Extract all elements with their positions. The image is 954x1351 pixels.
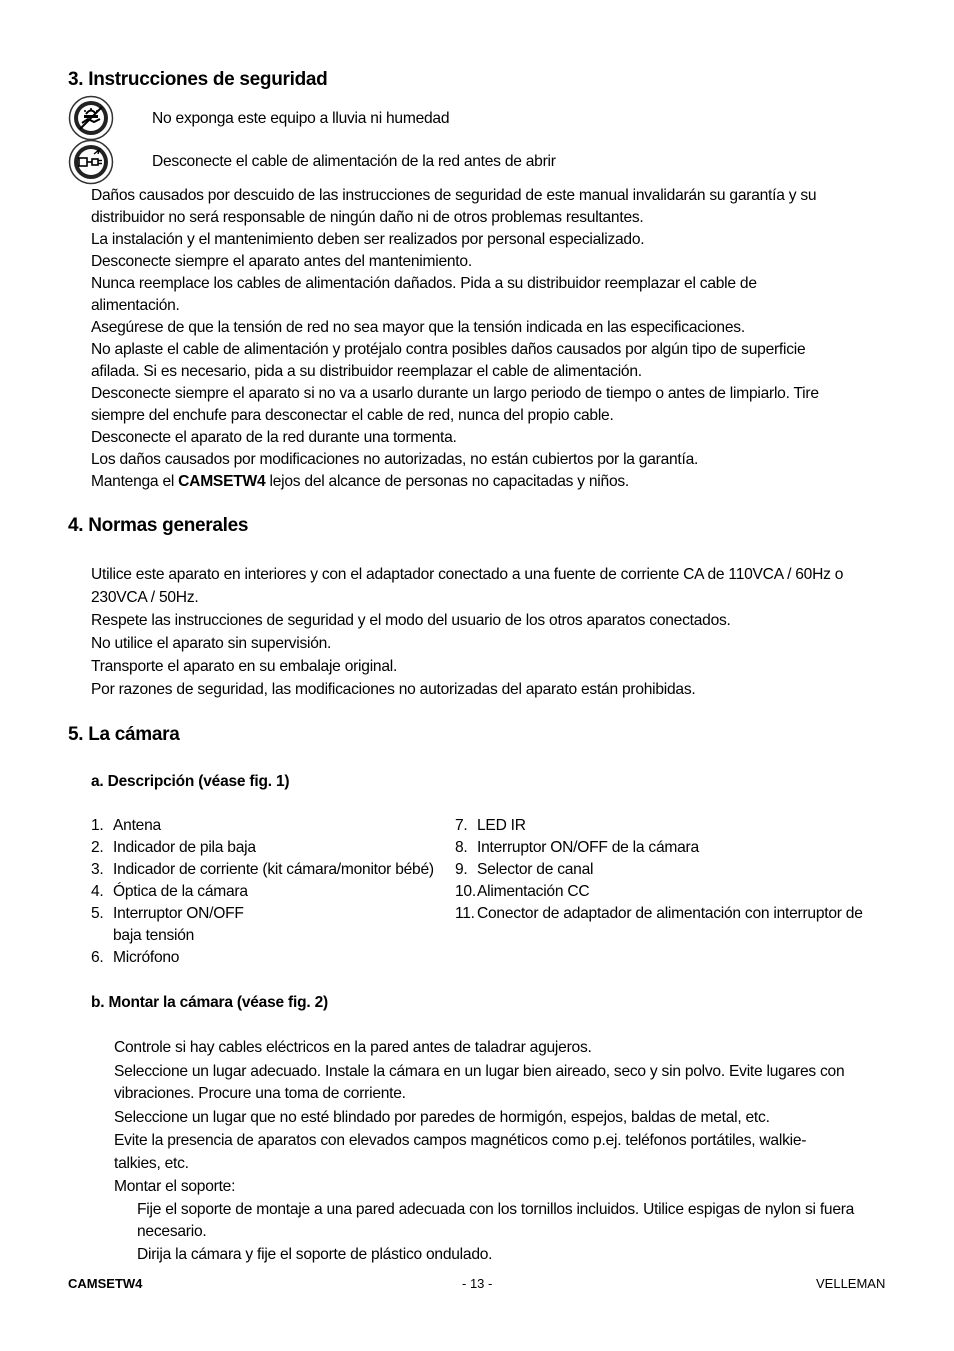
safety-paragraph: No aplaste el cable de alimentación y protéjalo contra posibles daños causados por algún tipo de superficie afilada. Si es necesario, pida a su distribuidor reemplazar el cable de alimentación. bbox=[91, 341, 806, 380]
list-item bbox=[91, 903, 453, 947]
item-number: 4. bbox=[91, 883, 104, 900]
item-text: Interruptor ON/OFF de la cámara bbox=[477, 839, 699, 856]
item-text: Indicador de pila baja bbox=[113, 839, 256, 856]
mounting-subparagraph: Fije el soporte de montaje a una pared adecuada con los tornillos incluidos. Utilice espigas de nylon si fuera necesario. bbox=[137, 1200, 855, 1240]
item-number: 8. bbox=[455, 839, 468, 856]
item-number: 2. bbox=[91, 839, 104, 856]
safety-paragraph: Desconecte siempre el aparato antes del mantenimiento. bbox=[91, 253, 472, 270]
list-item bbox=[91, 837, 453, 859]
icon-2-text: Desconecte el cable de alimentación de la red antes de abrir bbox=[152, 153, 556, 170]
footer-product-code: CAMSETW4 bbox=[68, 1276, 143, 1291]
parts-list-right bbox=[455, 815, 895, 925]
section-4-heading: 4. Normas generales bbox=[68, 515, 249, 536]
item-text: Interruptor ON/OFF baja tensión bbox=[113, 905, 244, 944]
item-number: 7. bbox=[455, 817, 468, 834]
list-item bbox=[91, 881, 453, 903]
safety-paragraph: La instalación y el mantenimiento deben ser realizados por personal especializado. bbox=[91, 231, 645, 248]
footer-brand: VELLEMAN bbox=[816, 1276, 886, 1291]
safety-paragraph: Desconecte siempre el aparato si no va a usarlo durante un largo periodo de tiempo o antes de limpiarlo. Tire siempre del enchufe para desconectar el cable de red, nunca del propio cable. bbox=[91, 385, 819, 424]
safety-paragraph-last bbox=[91, 471, 891, 493]
mounting-paragraph: Controle si hay cables eléctricos en la pared antes de taladrar agujeros. bbox=[114, 1039, 592, 1056]
mounting-paragraph: Seleccione un lugar que no esté blindado por paredes de hormigón, espejos, baldas de metal, etc. bbox=[114, 1108, 770, 1126]
item-text: LED IR bbox=[477, 817, 526, 834]
item-text: Alimentación CC bbox=[477, 883, 590, 900]
safety-paragraph: Asegúrese de que la tensión de red no sea mayor que la tensión indicada en las especificaciones. bbox=[91, 319, 745, 336]
icon-1-text: No exponga este equipo a lluvia ni humedad bbox=[152, 110, 450, 127]
list-item bbox=[455, 859, 895, 881]
mounting-paragraph: Evite la presencia de aparatos con elevados campos magnéticos como p.ej. teléfonos portátiles, walkie-talkies, etc. bbox=[114, 1132, 807, 1172]
mounting-paragraph: Montar el soporte: bbox=[114, 1178, 236, 1195]
mounting-subparagraph: Dirija la cámara y fije el soporte de plástico ondulado. bbox=[137, 1245, 493, 1263]
item-number: 1. bbox=[91, 817, 104, 834]
parts-list-left bbox=[91, 815, 453, 969]
list-item bbox=[91, 859, 453, 881]
list-item bbox=[455, 815, 895, 837]
item-text: Indicador de corriente (kit cámara/monitor bébé) bbox=[113, 861, 434, 878]
list-item bbox=[91, 947, 453, 969]
mounting-subitems bbox=[114, 1199, 872, 1267]
safety-instructions bbox=[91, 185, 891, 493]
section-5-heading: 5. La cámara bbox=[68, 724, 180, 745]
item-number: 3. bbox=[91, 861, 104, 878]
list-item bbox=[91, 815, 453, 837]
safety-paragraph: Los daños causados por modificaciones no autorizadas, no están cubiertos por la garantía. bbox=[91, 451, 699, 468]
product-code: CAMSETW4 bbox=[178, 473, 266, 490]
item-number: 10. bbox=[455, 883, 476, 900]
list-item bbox=[455, 903, 895, 925]
item-text: Óptica de la cámara bbox=[113, 883, 248, 900]
unplug-before-opening-icon bbox=[68, 139, 114, 185]
general-rules bbox=[91, 563, 891, 701]
item-text: Micrófono bbox=[113, 949, 180, 966]
item-number: 5. bbox=[91, 905, 104, 922]
mounting-instructions bbox=[114, 1037, 894, 1266]
list-item bbox=[455, 837, 895, 859]
rules-paragraph: Transporte el aparato en su embalaje original. bbox=[91, 658, 398, 675]
mounting-paragraph: Seleccione un lugar adecuado. Instale la cámara en un lugar bien aireado, seco y sin polvo. Evite lugares con vibraciones. Procure una toma de corriente. bbox=[114, 1062, 845, 1102]
safety-paragraph: Daños causados por descuido de las instrucciones de seguridad de este manual invalidarán su garantía y su distribuidor no será responsable de ningún daño ni de otros problemas resultantes. bbox=[91, 187, 817, 226]
rules-paragraph: Por razones de seguridad, las modificaciones no autorizadas del aparato están prohibidas. bbox=[91, 681, 696, 698]
item-text: Conector de adaptador de alimentación con interruptor de bbox=[477, 905, 863, 922]
item-text: Selector de canal bbox=[477, 861, 594, 878]
footer-page-number: - 13 - bbox=[462, 1276, 493, 1291]
item-number: 6. bbox=[91, 949, 104, 966]
section-3-heading: 3. Instrucciones de seguridad bbox=[68, 69, 328, 90]
subsection-b-heading: b. Montar la cámara (véase fig. 2) bbox=[91, 994, 328, 1011]
item-number: 9. bbox=[455, 861, 468, 878]
safety-paragraph: Nunca reemplace los cables de alimentación dañados. Pida a su distribuidor reemplazar el cable de alimentación. bbox=[91, 275, 757, 314]
list-item bbox=[455, 881, 895, 903]
item-number: 11. bbox=[455, 905, 475, 922]
rules-paragraph: Utilice este aparato en interiores y con el adaptador conectado a una fuente de corriente CA de 110VCA / 60Hz o 230VCA / 50Hz. bbox=[91, 566, 844, 606]
no-rain-humidity-icon bbox=[68, 95, 114, 141]
rules-paragraph: Respete las instrucciones de seguridad y el modo del usuario de los otros aparatos conectados. bbox=[91, 612, 731, 629]
rules-paragraph: No utilice el aparato sin supervisión. bbox=[91, 635, 332, 652]
text: Mantenga el bbox=[91, 473, 179, 490]
text: lejos del alcance de personas no capacitadas y niños. bbox=[265, 473, 629, 490]
safety-paragraph: Desconecte el aparato de la red durante una tormenta. bbox=[91, 429, 457, 446]
item-text: Antena bbox=[113, 817, 161, 834]
subsection-a-heading: a. Descripción (véase fig. 1) bbox=[91, 773, 290, 790]
